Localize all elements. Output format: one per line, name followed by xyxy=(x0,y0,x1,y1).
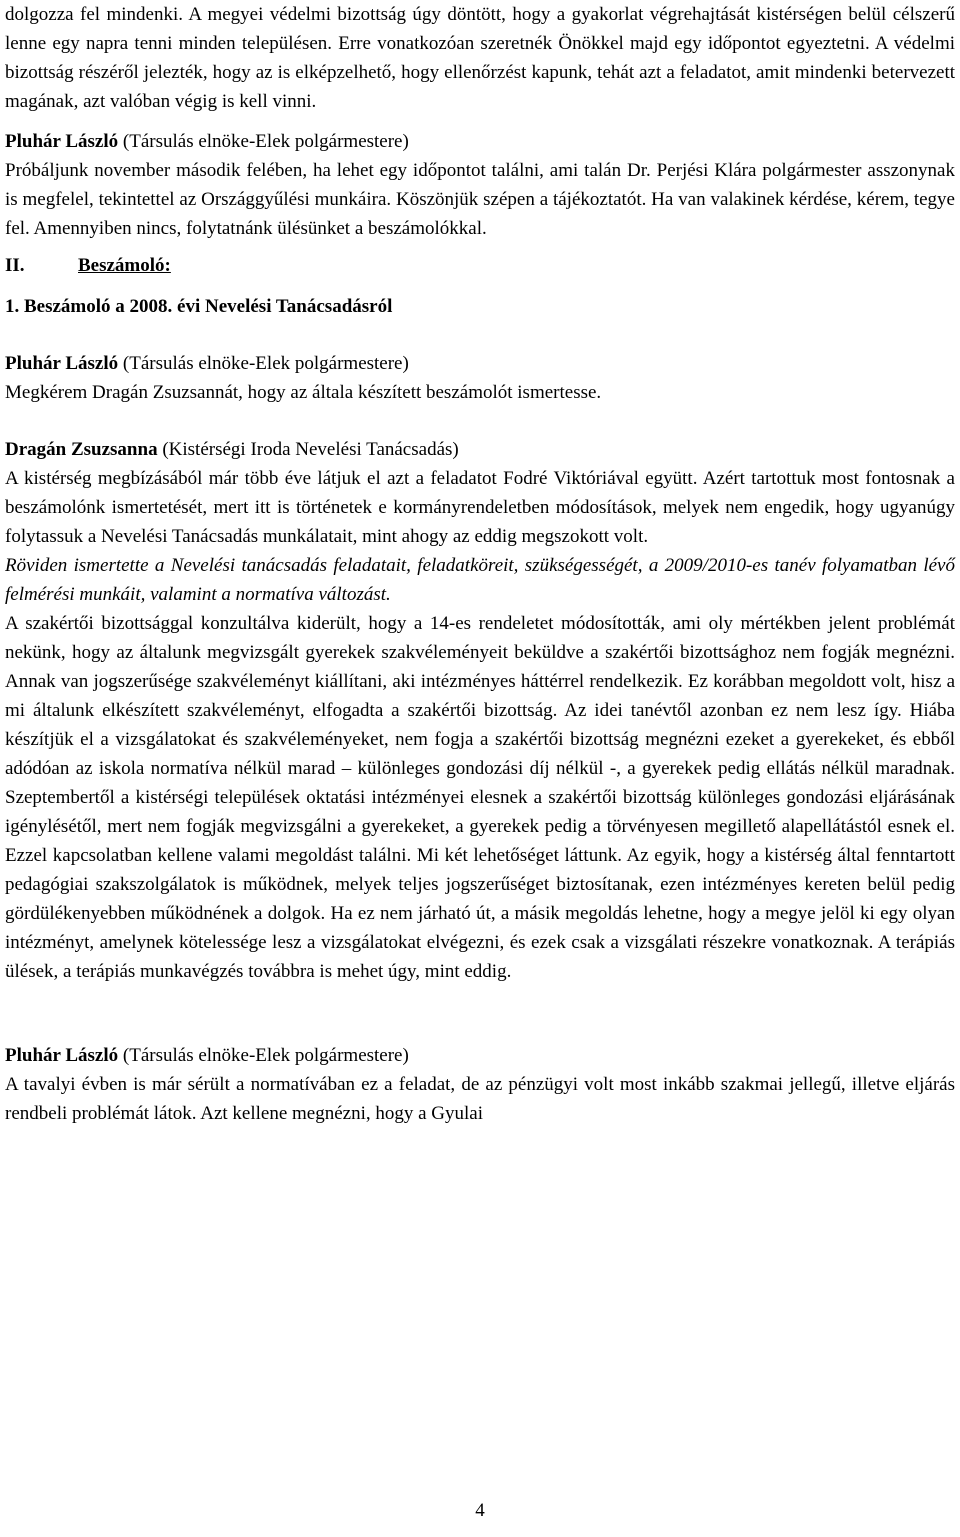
speaker-role: (Társulás elnöke-Elek polgármestere) xyxy=(122,1045,409,1066)
speaker-text: A tavalyi évben is már sérült a normatívában ez a feladat, de az pénzügyi volt most inkább szakmai jellegű, illetve eljárás rendbeli problémát látok. Azt kellene megnézni, hogy a Gyulai xyxy=(5,1074,955,1124)
speaker-text: A kistérség megbízásából már több éve látjuk el azt a feladatot Fodré Viktóriával együtt. Azért tartottuk most fontosnak a beszámolónk ismertetését, mert itt is történetek e kormányrendeletben módosítások, melyek nem engedik, hogy ugyanúgy folytassuk a Nevelési Tanácsadás munkálatait, mint ahogy az eddig megszokott volt. xyxy=(5,468,955,547)
speaker-text: Megkérem Dragán Zsuzsannát, hogy az általa készített beszámolót ismertesse. xyxy=(5,382,602,403)
intro-paragraph: dolgozza fel mindenki. A megyei védelmi bizottság úgy döntött, hogy a gyakorlat végrehajtását kistérségen belül célszerű lenne egy napra tenni minden településen. Erre vonatkozóan szeretnék Önökkel majd egy időpontot egyeztetni. A védelmi bizottság részéről jelezték, hogy az is elképzelhető, hogy ellenőrzést kapunk, tehát azt a feladatot, amit mindenki betervezett magának, azt valóban végig is kell vinni. xyxy=(5,4,955,112)
speaker-name: Pluhár László xyxy=(5,1045,119,1066)
speaker-role: (Társulás elnöke-Elek polgármestere) xyxy=(122,131,409,152)
subsection-heading: 1. Beszámoló a 2008. évi Nevelési Tanácsadásról xyxy=(5,296,393,317)
speaker-line xyxy=(5,349,955,378)
spacer xyxy=(5,116,955,127)
speaker-role: (Társulás elnöke-Elek polgármestere) xyxy=(122,353,409,374)
speaker-block-1 xyxy=(5,127,955,243)
speaker-line xyxy=(5,1041,955,1070)
speaker-block-3 xyxy=(5,435,955,986)
section-title: Beszámoló: xyxy=(78,255,171,276)
page-number: 4 xyxy=(475,1500,485,1521)
speaker-text: Próbáljunk november második felében, ha lehet egy időpontot találni, ami talán Dr. Perjési Klára polgármester asszonynak is megfelel, tekintettel az Országgyűlési munkáira. Köszönjük szépen a tájékoztatót. Ha van valakinek kérdése, kérem, tegye fel. Amennyiben nincs, folytatnánk ülésünket a beszámolókkal. xyxy=(5,160,955,239)
document-page xyxy=(5,0,955,1537)
speaker-name: Dragán Zsuzsanna xyxy=(5,439,158,460)
spacer xyxy=(5,986,955,1041)
section-number: II. xyxy=(5,255,25,276)
speaker-block-2 xyxy=(5,349,955,407)
speaker-line xyxy=(5,435,955,464)
section-heading xyxy=(5,251,955,280)
italic-note: Röviden ismertette a Nevelési tanácsadás feladatait, feladatköreit, szükségességét, a 2009/2010-es tanév folyamatban lévő felmérési munkáit, valamint a normatíva változást. xyxy=(5,555,955,605)
speaker-role: (Kistérségi Iroda Nevelési Tanácsadás) xyxy=(162,439,459,460)
speaker-line xyxy=(5,127,955,156)
speaker-text-continued: A szakértői bizottsággal konzultálva kiderült, hogy a 14-es rendeletet módosították, ami oly mértékben jelent problémát nekünk, hogy az általunk megvizsgált gyerekek szakvéleményeit beküldve a szakértői bizottsághoz nem fogják megnézni. Annak van jogszerűsége szakvéleményt kiállítani, aki intézményes háttérrel rendelkezik. Ez korábban megoldott volt, hisz a mi általunk elkészített szakvéleményt, elfogadta a szakértői bizottság. Az idei tanévtől azonban ez nem lesz így. Hiába készítjük el a vizsgálatokat és szakvéleményeket, nem fogja a szakértői bizottság megnézni ezeket a gyerekeket, és ebből adódóan az iskola normatíva nélkül marad – különleges gondozási díj nélkül -, a gyerekek pedig ellátás nélkül maradnak. Szeptembertől a kistérségi települések oktatási intézményei elesnek a szakértői bizottság különleges gondozási eljárásának igénylésétől, mert nem fogják megvizsgálni a gyerekeket, a gyerekek pedig a törvényesen megillető alapellátástól esnek el. Ezzel kapcsolatban kellene valami megoldást találni. Mi két lehetőséget láttunk. Az egyik, hogy a kistérség által fenntartott pedagógiai szakszolgálatok is működnek, melyek teljes jogszerűséget biztosítanak, ezen intézményes kereten belül pedig gördülékenyebben működnének a dolgok. Ha ez nem járható út, a másik megoldás lehetne, hogy a megye jelöl ki egy olyan intézményt, amelynek kötelessége lesz a vizsgálatokat elvégezni, és ezek csak a vizsgálati részekre vonatkoznak. A terápiás ülések, a terápiás munkavégzés továbbra is mehet úgy, mint eddig. xyxy=(5,613,955,982)
speaker-block-4 xyxy=(5,1041,955,1128)
spacer xyxy=(5,321,955,349)
speaker-name: Pluhár László xyxy=(5,353,119,374)
speaker-name: Pluhár László xyxy=(5,131,119,152)
spacer xyxy=(5,407,955,435)
